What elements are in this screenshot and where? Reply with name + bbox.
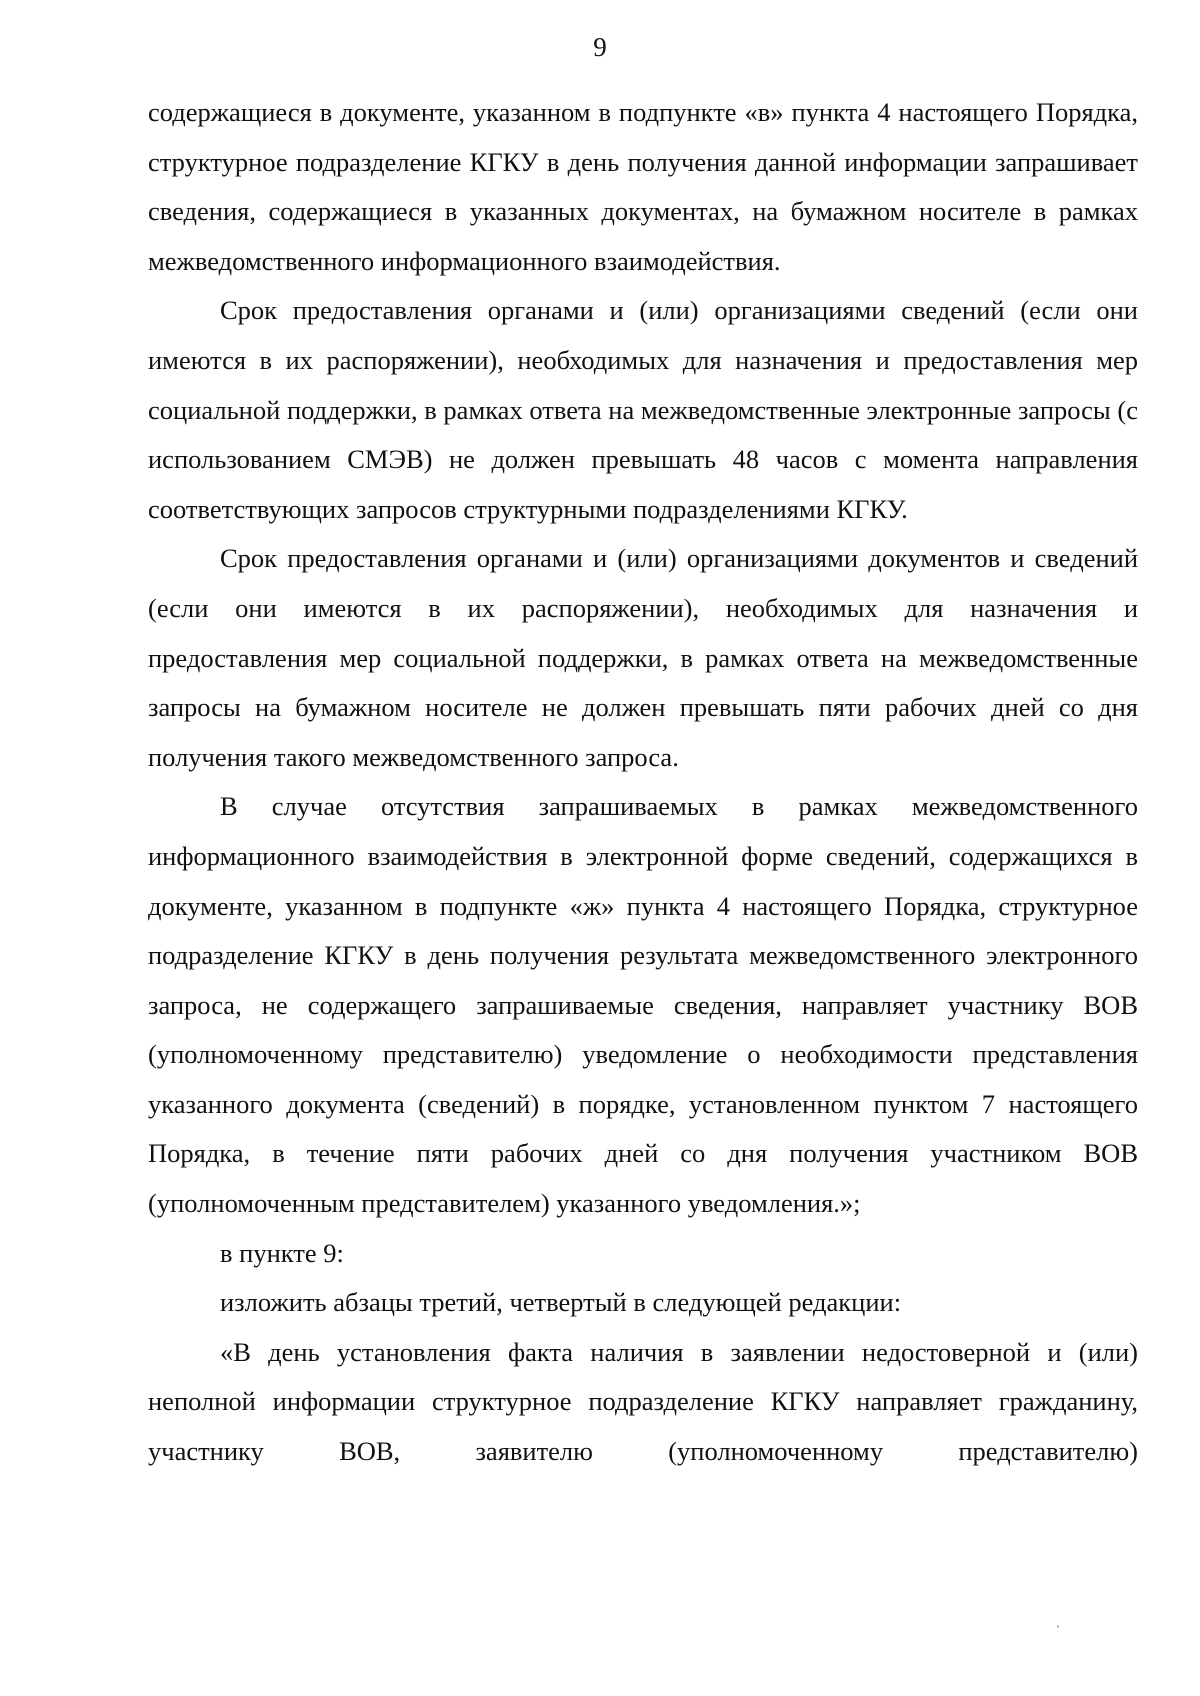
paragraph-continuation: содержащиеся в документе, указанном в подпункте «в» пункта 4 настоящего Порядка, структурное подразделение КГКУ в день получения данной информации запрашивает сведения, содержащиеся в указанных документах, на бумажном носителе в рамках межведомственного информационного взаимодействия. [148, 97, 1138, 276]
page-number: 9 [593, 32, 607, 62]
paragraph-clause-9-heading: в пункте 9: [220, 1237, 344, 1268]
document-body [148, 88, 1138, 1477]
paragraph-electronic-request-deadline: Срок предоставления органами и (или) организациями сведений (если они имеются в их распоряжении), необходимых для назначения и предоставления мер социальной поддержки, в рамках ответа на межведомственные электронные запросы (с использованием СМЭВ) не должен превышать 48 часов с момента направления соответствующих запросов структурными подразделениями КГКУ. [148, 295, 1138, 524]
paragraph-amendment-instruction: изложить абзацы третий, четвертый в следующей редакции: [220, 1287, 902, 1318]
paragraph-paper-request-deadline: Срок предоставления органами и (или) организациями документов и сведений (если они имеются в их распоряжении), необходимых для назначения и предоставления мер социальной поддержки, в рамках ответа на межведомственные запросы на бумажном носителе не должен превышать пяти рабочих дней со дня получения такого межведомственного запроса. [148, 543, 1138, 772]
scan-speck [1057, 1625, 1059, 1628]
paragraph-amendment-text: «В день установления факта наличия в заявлении недостоверной и (или) неполной информации структурное подразделение КГКУ направляет гражданину, участнику ВОВ, заявителю (уполномоченному представителю) [148, 1336, 1138, 1467]
paragraph-missing-information: В случае отсутствия запрашиваемых в рамках межведомственного информационного взаимодействия в электронной форме сведений, содержащихся в документе, указанном в подпункте «ж» пункта 4 настоящего Порядка, структурное подразделение КГКУ в день получения результата межведомственного электронного запроса, не содержащего запрашиваемые сведения, направляет участнику ВОВ (уполномоченному представителю) уведомление о необходимости представления указанного документа (сведений) в порядке, установленном пунктом 7 настоящего Порядка, в течение пяти рабочих дней со дня получения участником ВОВ (уполномоченным представителем) указанного уведомления.»; [148, 791, 1138, 1219]
